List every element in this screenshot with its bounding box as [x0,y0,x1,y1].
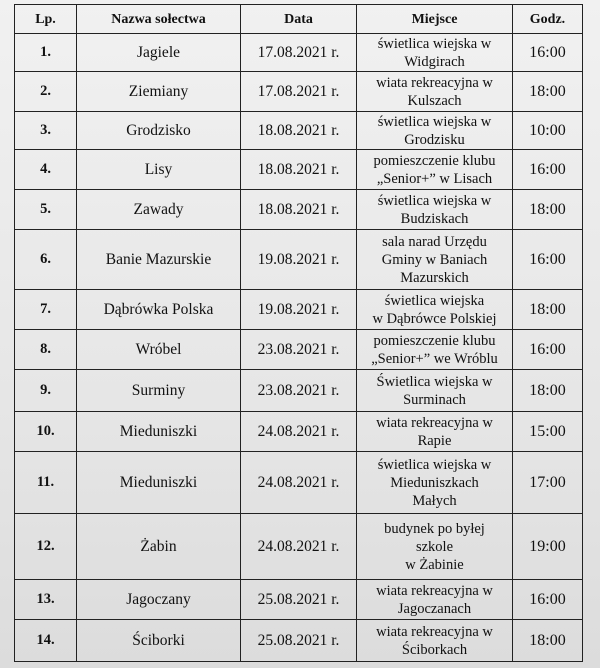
meeting-place [357,230,513,290]
header-time: Godz. [513,5,583,34]
meeting-place [357,620,513,662]
table-row [15,230,583,290]
village-name: Jagiele [77,34,241,72]
table-row [15,34,583,72]
table-row [15,514,583,580]
meeting-place-line: Rapie [417,432,452,449]
table-header-row [15,5,583,34]
row-number: 10. [15,412,77,452]
meeting-place-line: Mieduniszkach [390,474,479,491]
meeting-place-line: Budziskach [400,210,469,227]
meeting-place-line: w Dąbrówce Polskiej [372,310,497,327]
meeting-place [357,370,513,412]
village-name: Lisy [77,150,241,190]
village-name: Dąbrówka Polska [77,290,241,330]
meeting-place-line: „Senior+” w Lisach [376,170,493,187]
meeting-place-line: Grodzisku [404,131,465,148]
table-row [15,370,583,412]
table-row [15,150,583,190]
row-number: 1. [15,34,77,72]
meeting-date: 19.08.2021 r. [241,290,357,330]
village-name: Żabin [77,514,241,580]
table-row [15,112,583,150]
village-name: Ziemiany [77,72,241,112]
meeting-place-line: świetlica wiejska [384,292,485,309]
row-number: 11. [15,452,77,514]
meeting-place-line: Surminach [403,391,466,408]
meeting-place-line: Świetlica wiejska w [376,373,493,390]
meeting-place-line: świetlica wiejska w [377,113,492,130]
meeting-time: 18:00 [513,190,583,230]
meeting-place-line: sala narad Urzędu [382,233,487,250]
meeting-date: 23.08.2021 r. [241,370,357,412]
meeting-time: 16:00 [513,34,583,72]
meeting-time: 18:00 [513,290,583,330]
meeting-date: 25.08.2021 r. [241,580,357,620]
meeting-place [357,34,513,72]
table-row [15,330,583,370]
meeting-place [357,290,513,330]
meeting-place-line: Ściborkach [401,641,468,658]
row-number: 9. [15,370,77,412]
meeting-date: 17.08.2021 r. [241,34,357,72]
meeting-place-line: wiata rekreacyjna w [376,623,493,640]
meeting-date: 19.08.2021 r. [241,230,357,290]
meeting-place-line: świetlica wiejska w [377,192,492,209]
meeting-place [357,514,513,580]
meeting-place [357,330,513,370]
meeting-date: 18.08.2021 r. [241,190,357,230]
header-lp: Lp. [15,5,77,34]
row-number: 8. [15,330,77,370]
meeting-place-line: Jagoczanach [397,600,472,617]
meeting-place-line: pomieszczenie klubu [373,332,496,349]
village-name: Mieduniszki [77,452,241,514]
meeting-place [357,412,513,452]
meeting-place-line: wiata rekreacyjna w [376,74,493,91]
row-number: 12. [15,514,77,580]
meeting-place-line: wiata rekreacyjna w [376,414,493,431]
meeting-time: 16:00 [513,150,583,190]
meeting-place-line: Kulszach [407,92,462,109]
meeting-place-line: szkole [415,538,454,555]
meeting-place [357,150,513,190]
village-name: Ściborki [77,620,241,662]
row-number: 6. [15,230,77,290]
meeting-time: 17:00 [513,452,583,514]
meeting-time: 18:00 [513,620,583,662]
meeting-time: 18:00 [513,72,583,112]
table-row [15,620,583,662]
table-row [15,580,583,620]
meeting-place-line: świetlica wiejska w [377,35,492,52]
meeting-date: 18.08.2021 r. [241,150,357,190]
table-row [15,452,583,514]
meeting-place [357,190,513,230]
village-name: Banie Mazurskie [77,230,241,290]
meeting-place-line: Gminy w Baniach [381,251,488,268]
village-name: Zawady [77,190,241,230]
row-number: 3. [15,112,77,150]
row-number: 2. [15,72,77,112]
meeting-place [357,452,513,514]
meeting-time: 16:00 [513,580,583,620]
header-date: Data [241,5,357,34]
meeting-place-line: świetlica wiejska w [377,456,492,473]
schedule-table [14,4,583,662]
meeting-place [357,72,513,112]
row-number: 4. [15,150,77,190]
meeting-date: 23.08.2021 r. [241,330,357,370]
village-name: Surminy [77,370,241,412]
meeting-place-line: w Żabinie [405,556,464,573]
header-name: Nazwa sołectwa [77,5,241,34]
row-number: 14. [15,620,77,662]
meeting-place-line: Małych [412,492,457,509]
meeting-place-line: wiata rekreacyjna w [376,582,493,599]
meeting-place [357,580,513,620]
meeting-date: 24.08.2021 r. [241,412,357,452]
meeting-date: 24.08.2021 r. [241,514,357,580]
meeting-time: 19:00 [513,514,583,580]
meeting-place-line: Mazurskich [400,269,469,286]
meeting-date: 24.08.2021 r. [241,452,357,514]
row-number: 7. [15,290,77,330]
village-name: Grodzisko [77,112,241,150]
table-row [15,412,583,452]
meeting-place-line: Widgirach [404,53,465,70]
meeting-place [357,112,513,150]
meeting-time: 18:00 [513,370,583,412]
row-number: 5. [15,190,77,230]
meeting-time: 10:00 [513,112,583,150]
meeting-date: 25.08.2021 r. [241,620,357,662]
meeting-place-line: „Senior+” we Wróblu [371,350,498,367]
table-row [15,190,583,230]
meeting-place-line: pomieszczenie klubu [373,152,496,169]
village-name: Jagoczany [77,580,241,620]
meeting-date: 17.08.2021 r. [241,72,357,112]
village-name: Wróbel [77,330,241,370]
table-row [15,290,583,330]
meeting-place-line: budynek po byłej [384,520,485,537]
meeting-time: 16:00 [513,230,583,290]
village-name: Mieduniszki [77,412,241,452]
table-row [15,72,583,112]
meeting-time: 15:00 [513,412,583,452]
meeting-time: 16:00 [513,330,583,370]
header-place: Miejsce [357,5,513,34]
row-number: 13. [15,580,77,620]
table-body [15,34,583,662]
meeting-date: 18.08.2021 r. [241,112,357,150]
